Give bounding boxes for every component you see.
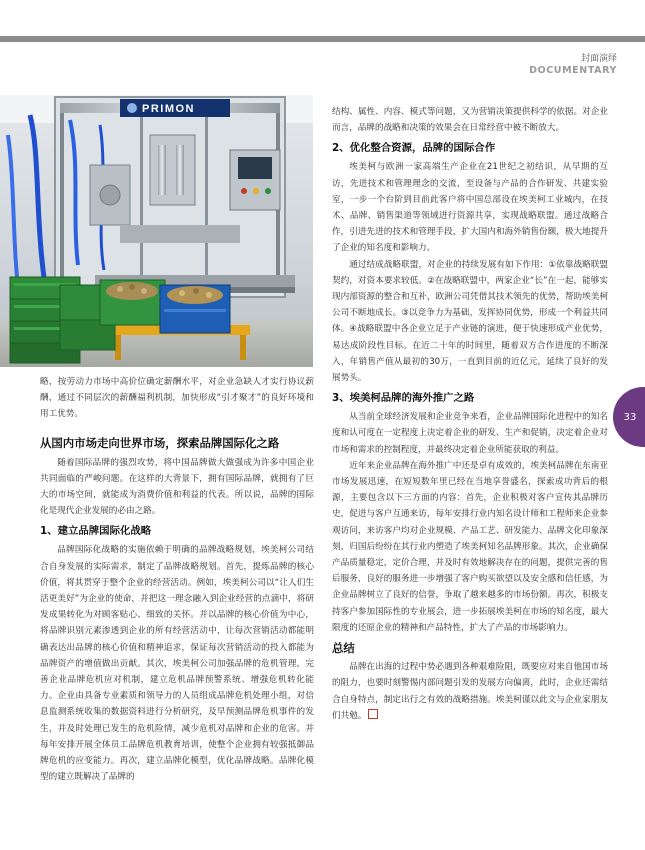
- subheading-3: 3、埃美柯品牌的海外推广之路: [332, 392, 475, 405]
- section-label-en: DOCUMENTARY: [529, 65, 617, 77]
- page-number-tab: [613, 387, 645, 447]
- end-mark-icon: [368, 709, 378, 719]
- right-paragraph-4: 近年来企业品牌在海外推广中还是卓有成效的，埃美柯品牌在东南亚市场发展迅速，在短短数年里已经在当地享誉盛名，探索成功背后的根源，主要包含以下三方面的内容：首先，企业积极对客户宣传其品牌历史，促进与客户互通来访，每年安排行业内知名设计师和工程师来企业参观访问，来访客户均对企业规模、产品工艺、研发能力、品牌文化印象深刻，归国后纷纷在其行业内塑造了埃美柯知名品牌形象。其次，企业确保产品质量稳定，定价合理，并及时有效地解决存在的问题，提供完善的售后服务，良好的服务进一步增强了客户购买欲望以及安全感和信任感，为企业品牌树立了良好的信誉，争取了越来越多的市场份额。再次，积极支持客户参加国际性的专业展会，进一步拓展埃美柯在市场的知名度，最大限度的还原企业的精神和产品特性，扩大了产品的市场影响力。: [332, 460, 608, 633]
- photo-brand-text: PRIMON: [142, 103, 195, 115]
- top-rule: [0, 36, 645, 42]
- factory-photo: [0, 95, 313, 367]
- green-crates: [10, 277, 115, 363]
- section-heading: 从国内市场走向世界市场，探索品牌国际化之路: [40, 435, 280, 450]
- right-paragraph-2: 通过结成战略联盟，对企业的持续发展有如下作用：①依靠战略联盟契约，对资本要求较低。②在战略联盟中，两家企业“长”在一起，能够实现内部资源的整合和互补，欧洲公司凭借其技术领先的优势，帮助埃美柯公司不断地成长。③以竞争力为基础，发挥协同优势，形成一个利益共同体。④战略联盟中各企业立足于产业链的演进，便于快速形成产业优势，易达成阶段性目标。在近二十年的时间里，随着双方合作进度的不断深入，年销售产值从最初的30万，一直到目前的近亿元，延续了良好的发展势头。: [332, 259, 608, 384]
- right-column: [332, 104, 608, 724]
- left-paragraph-1: 随着国际品牌的强烈攻势，将中国品牌做大做强成为许多中国企业共同面临的严峻问题。在这样的大背景下，拥有国际品牌，就拥有了巨大的市场空间，就能成为消费价值和利益的代表。所以说，品牌的国际化是现代企业发展的必由之路。: [40, 457, 314, 517]
- blue-crate: [160, 285, 230, 333]
- left-column: [40, 374, 314, 785]
- summary-paragraph: 品牌在出海的过程中势必遇到各种艰难险阻，既要应对来自他国市场的阻力，也要时刻警惕内部问题引发的发展方向偏离，此时，企业还需结合自身特点，制定出行之有效的战略措施。埃美柯谨以此文与企业家朋友们共勉。: [332, 662, 608, 721]
- section-label: [529, 54, 617, 77]
- right-paragraph-3: 从当前全球经济发展和企业竞争来看，企业品牌国际化进程中的知名度和认可度在一定程度上决定着企业的研发、生产和促销，决定着企业对市场和需求的控制程度，并最终决定着企业所能获取的利益。: [332, 412, 608, 455]
- left-intro-paragraph: 略，按劳动力市场中高价位确定薪酬水平，对企业急缺人才实行协议薪酬，通过不同层次的薪酬福利机制，加快形成“引才聚才”的良好环境和用工优势。: [40, 377, 314, 420]
- summary-heading: 总结: [332, 641, 355, 656]
- right-paragraph-1: 埃美柯与欧洲一家高端生产企业在21世纪之初结识，从早期的互访，先进技术和管理理念的交流，至设备与产品的合作研发、共建实验室，一步一个台阶到目前此客户将中国总部设在埃美柯工业城内，在技术、品牌、销售渠道等领域进行资源共享，实现战略联盟。通过战略合作，引进先进的技术和管理手段，扩大国内和海外销售份额，极大地提升了企业的知名度和影响力。: [332, 162, 608, 254]
- subheading-1: 1、建立品牌国际化战略: [40, 525, 152, 538]
- right-continuation-paragraph: 结构、属性、内容、模式等问题，又为营销决策提供科学的依据。对企业而言，品牌的战略和决策的效果会在日常经营中被不断放大。: [332, 107, 608, 134]
- page-number: 33: [623, 411, 637, 423]
- subheading-2: 2、优化整合资源，品牌的国际合作: [332, 142, 496, 155]
- section-label-cn: 封面演绎: [580, 54, 617, 64]
- left-paragraph-2: 品牌国际化战略的实施依赖于明确的品牌战略规划，埃美柯公司结合自身发展的实际需求，制定了品牌战略规划。首先，提炼品牌的核心价值，将其贯穿于整个企业的经营活动。例如，埃美柯公司以“让人们生活更美好”为企业的使命，并把这一理念融入到企业经营的点滴中，将研发成果转化为对顾客贴心、细致的关怀。并以品牌的核心价值为中心，将品牌识别元素渗透到企业的所有经营活动中，让每次营销活动都能明确表达出品牌的核心价值和精神追求，保证每次营销活动的投入都能为品牌资产的增值做出贡献。其次，埃美柯公司加强品牌的危机管理，完善企业品牌危机应对机制，建立危机品牌预警系统、增强危机转化能力。企业由具备专业素质和领导力的人员组成品牌危机处理小组，对信息监测系统收集的数据资料进行分析研究，及早预测品牌危机事件的发生，并及时处理已发生的危机险情，减少危机对品牌和企业的危害。并每年安排开展全体员工品牌危机教育培训，使整个企业拥有较强抵御品牌危机的应变能力。再次，建立品牌化模型，优化品牌战略。品牌化模型的建立既解决了品牌的: [40, 545, 314, 783]
